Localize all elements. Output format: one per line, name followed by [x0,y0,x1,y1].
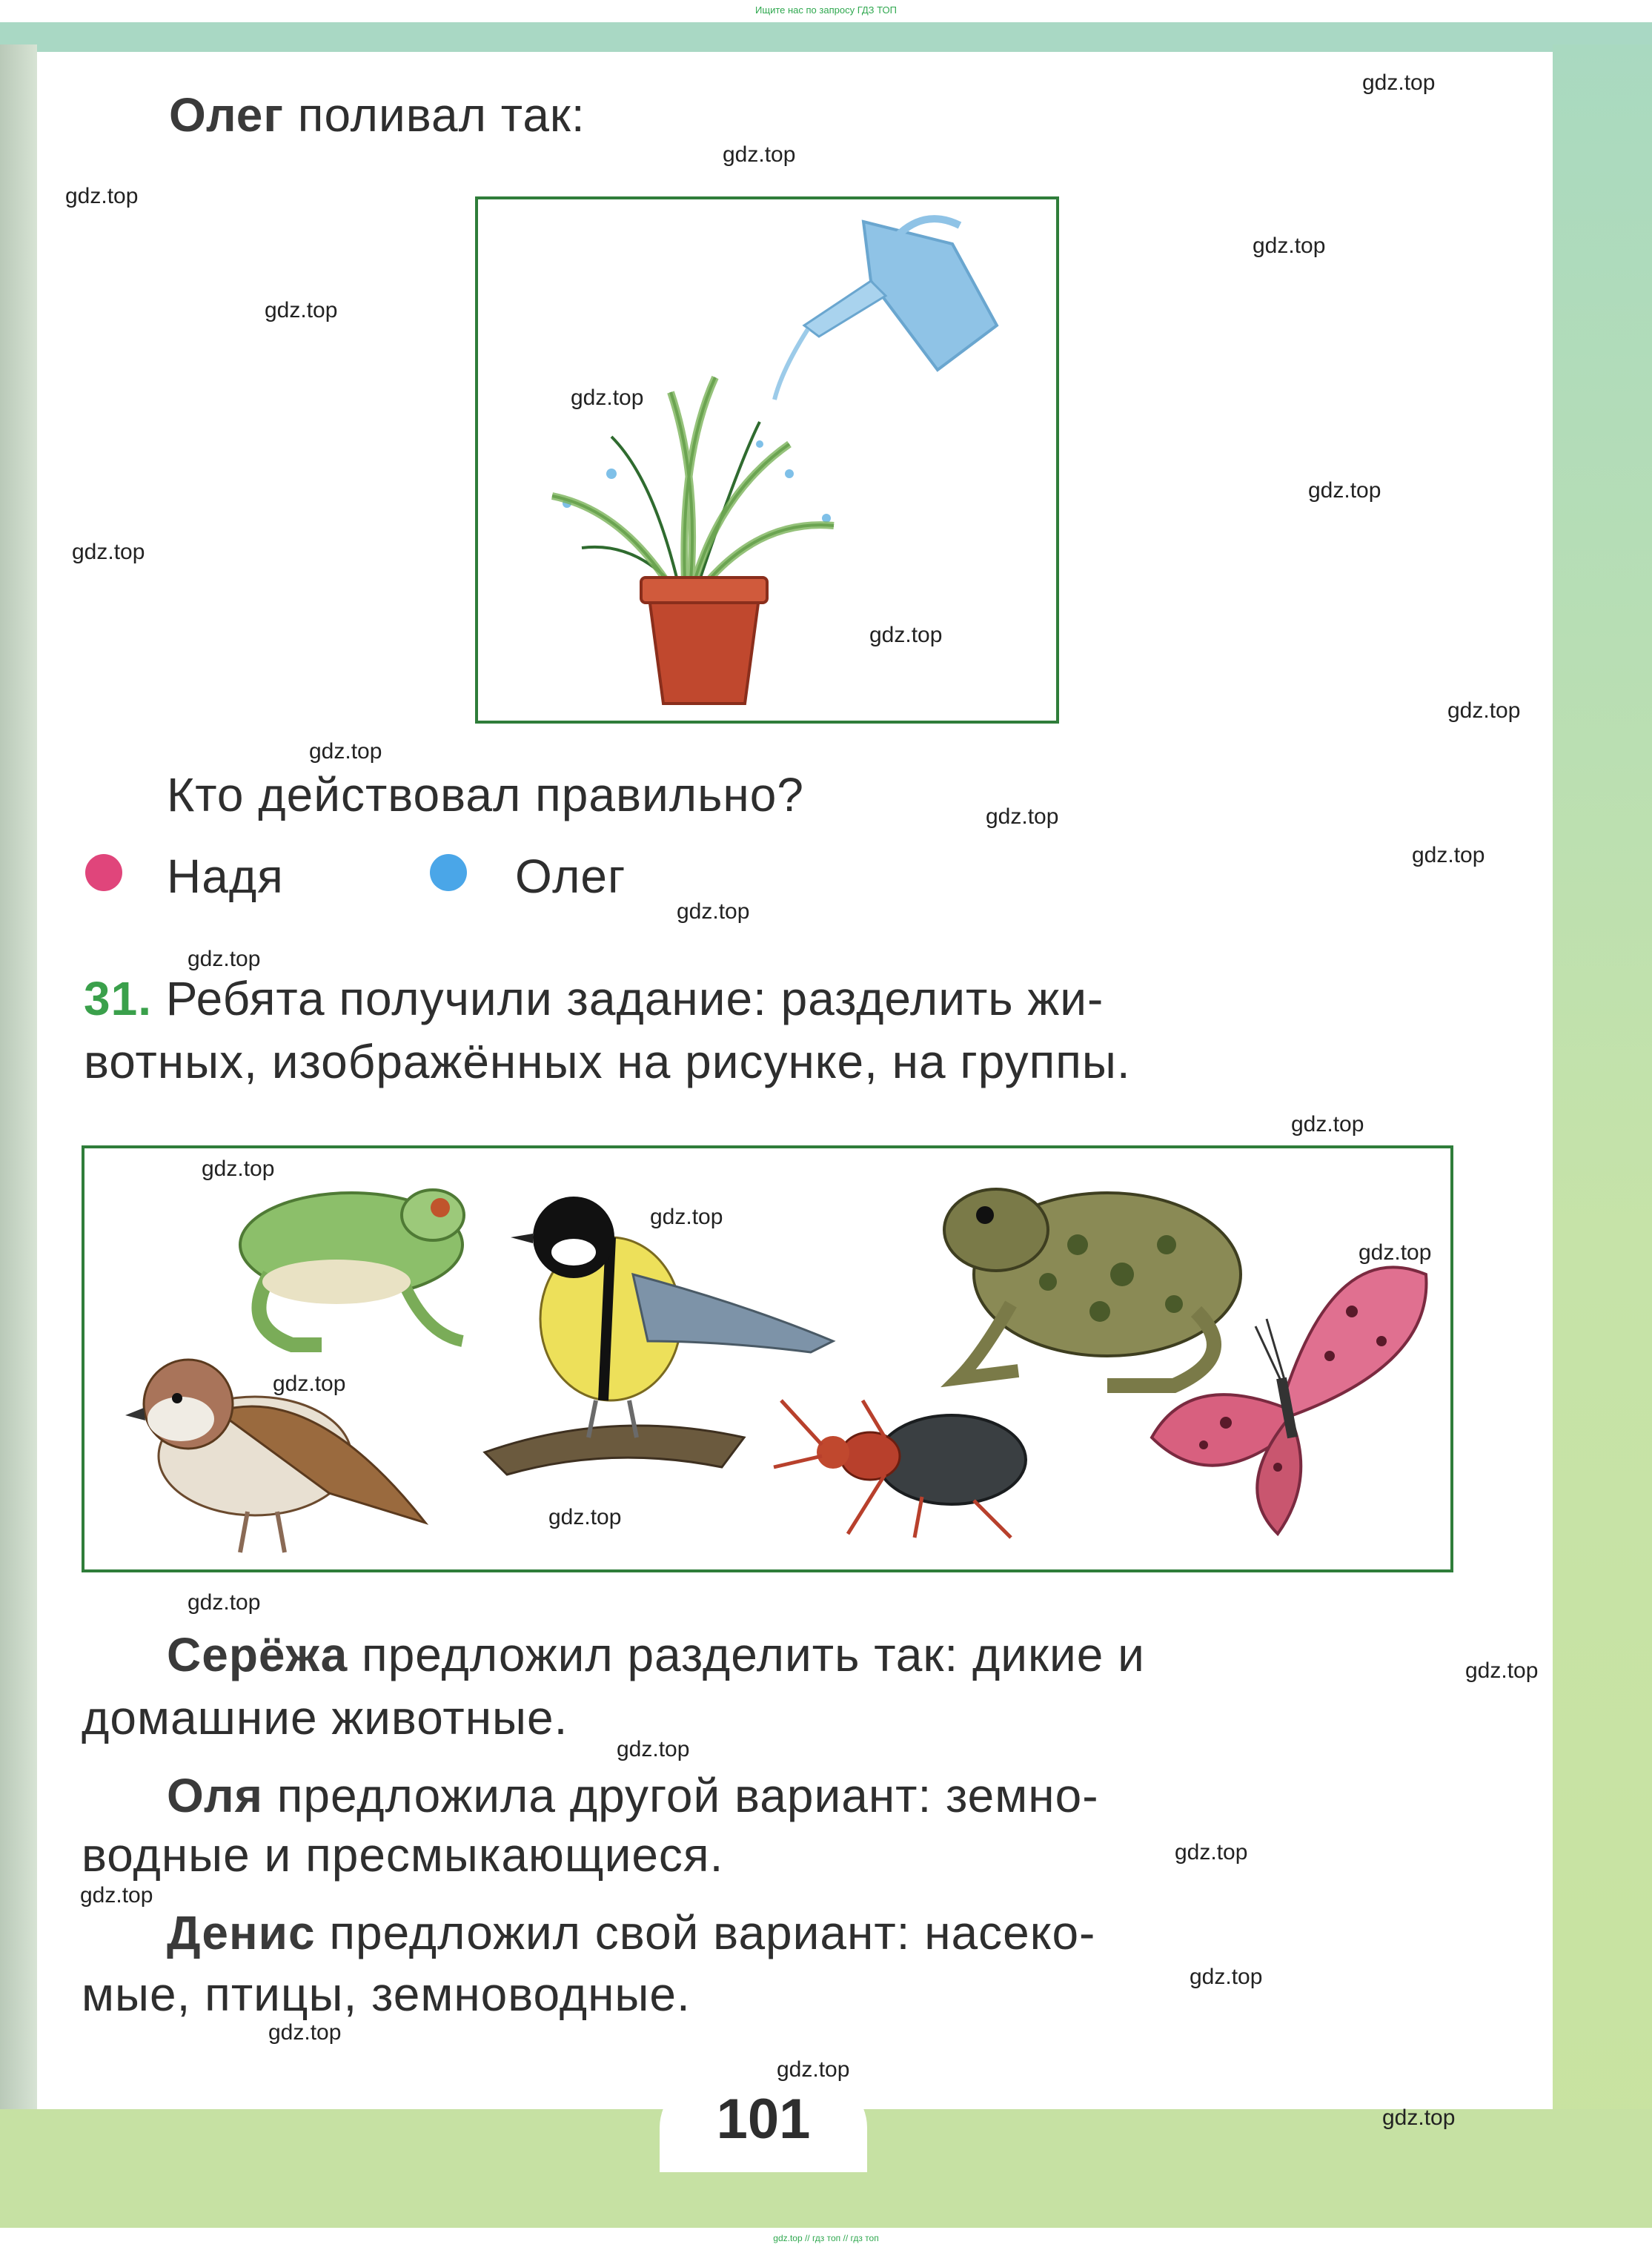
watermark: gdz.top [1175,1840,1248,1865]
watermark: gdz.top [777,2057,850,2082]
olya-line-1 [167,1768,1099,1823]
watermark: gdz.top [677,899,750,924]
watermark: gdz.top [273,1372,346,1396]
denis-text-1: предложил свой вариант: насеко- [329,1906,1096,1959]
seryozha-line-1 [167,1627,1145,1682]
oleg-name: Олег [169,88,284,142]
watermark: gdz.top [723,142,796,167]
left-margin [0,44,37,2209]
watermark: gdz.top [72,540,145,564]
task-line-2: вотных, изображённых на рисунке, на группы. [84,1035,1131,1088]
olya-line-2: водные и пресмыкающиеся. [82,1828,724,1882]
watermark: gdz.top [1382,2105,1456,2130]
task-line-1 [84,971,1104,1026]
watermark: gdz.top [1412,843,1485,867]
watermark: gdz.top [188,947,261,971]
seryozha-name: Серёжа [167,1628,348,1681]
sparrow-icon [107,1337,448,1560]
watermark: gdz.top [1447,698,1521,723]
watermark: gdz.top [548,1505,622,1529]
watermark: gdz.top [1253,234,1326,258]
watermark: gdz.top [1308,478,1381,503]
watermark: gdz.top [65,184,139,208]
olya-text-1: предложила другой вариант: земно- [276,1769,1099,1822]
option-nadya-label[interactable]: Надя [167,850,284,903]
option-nadya-dot[interactable] [85,854,122,891]
header-note: Ищите нас по запросу ГДЗ ТОП [755,4,897,16]
watermark: gdz.top [1291,1112,1364,1137]
watermark: gdz.top [268,2020,342,2045]
watermark: gdz.top [1359,1240,1432,1265]
watering-illustration [475,196,1059,724]
option-oleg-label[interactable]: Олег [515,850,626,903]
butterfly-icon [1144,1245,1441,1541]
watermark: gdz.top [986,804,1059,829]
watermark: gdz.top [202,1157,275,1181]
animals-illustration [82,1145,1453,1572]
watermark: gdz.top [1190,1965,1263,1989]
oleg-line [169,87,586,142]
task-number: 31. [84,972,152,1025]
seryozha-line-2: домашние животные. [82,1691,568,1744]
olya-name: Оля [167,1769,263,1822]
footer-note: gdz.top // гдз топ // гдз топ [773,2233,879,2243]
plant-icon [478,199,1056,721]
watermark: gdz.top [617,1737,690,1761]
watermark: gdz.top [571,386,644,410]
right-margin [1553,44,1652,2209]
beetle-icon [766,1386,1048,1541]
top-border [0,22,1652,52]
option-oleg-dot[interactable] [430,854,467,891]
watermark: gdz.top [309,739,382,764]
watermark: gdz.top [869,623,943,647]
denis-name: Денис [167,1906,316,1959]
watermark: gdz.top [650,1205,723,1229]
frog-icon [210,1163,477,1356]
denis-line-2: мые, птицы, земноводные. [82,1968,691,2021]
seryozha-text-1: предложил разделить так: дикие и [362,1628,1145,1681]
task-text-1: Ребята получили задание: разделить жи- [165,972,1104,1025]
oleg-rest: поливал так: [297,88,586,142]
watermark: gdz.top [1362,70,1436,95]
question: Кто действовал правильно? [167,768,804,821]
watermark: gdz.top [80,1883,153,1908]
watermark: gdz.top [1465,1658,1539,1683]
denis-line-1 [167,1905,1095,1960]
page-number: 101 [716,2088,811,2151]
watermark: gdz.top [265,298,338,322]
watermark: gdz.top [188,1590,261,1615]
